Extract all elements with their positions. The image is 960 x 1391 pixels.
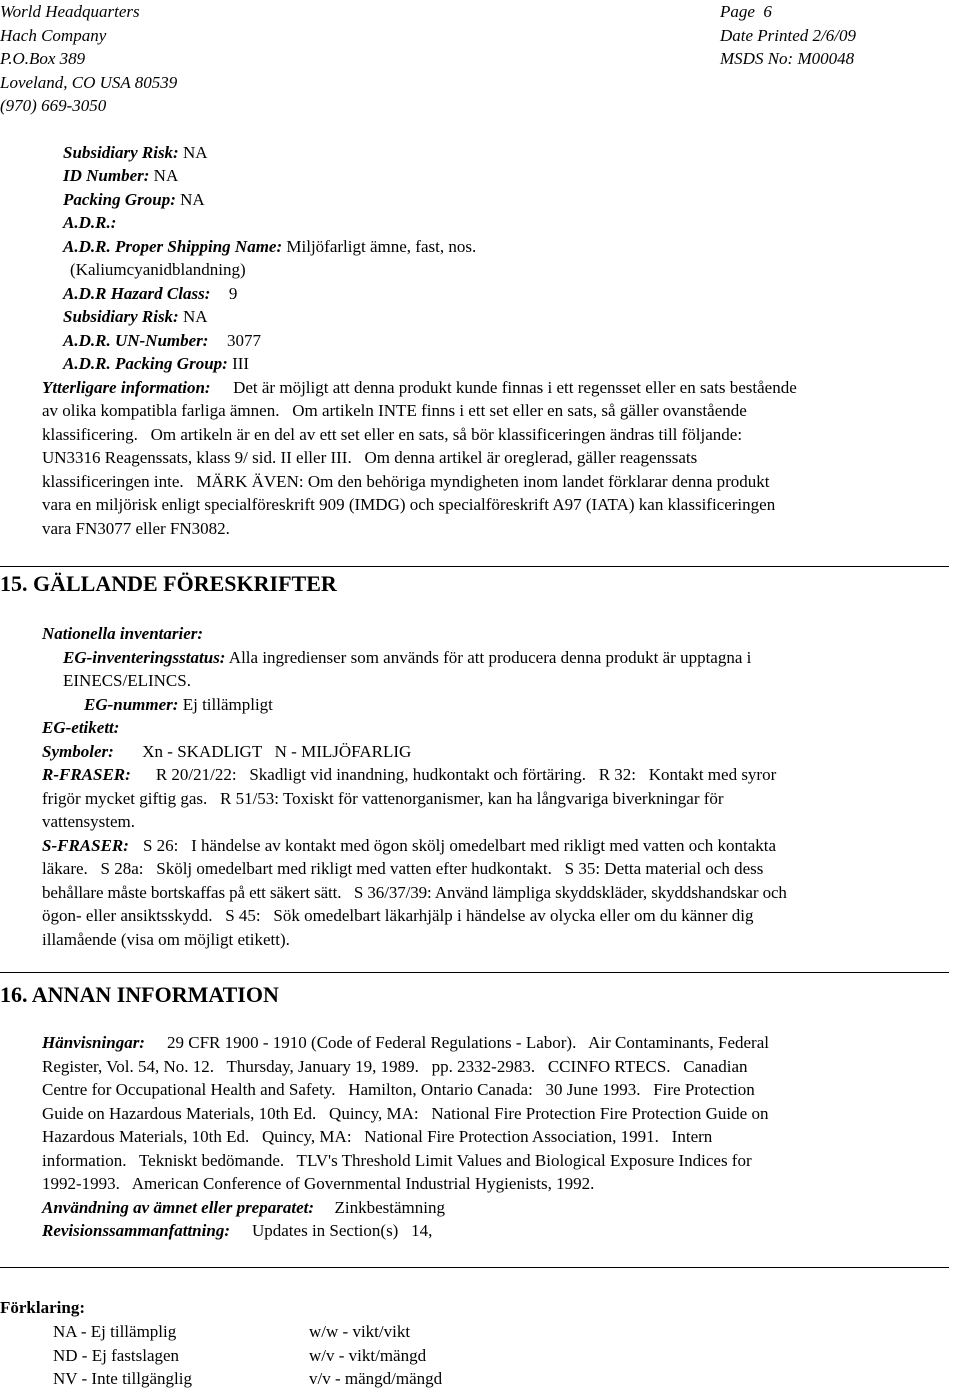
subsidiary-risk-row: Subsidiary Risk: NA [63,143,208,162]
references-row: Hänvisningar: 29 CFR 1900 - 1910 (Code of Federal Regulations - Labor). Air Contaminants, Federal [42,1033,769,1052]
legend-item: v/v - mängd/mängd [309,1369,443,1388]
section-divider [0,972,949,973]
additional-info-text: UN3316 Reagenssats, klass 9/ sid. II eller III. Om denna artikel är oreglerad, gäller reagenssats [42,448,698,467]
references-text: Centre for Occupational Health and Safety. Hamilton, Ontario Canada: 30 June 1993. Fire Protection [42,1080,755,1099]
eg-inventory-continued: EINECS/ELINCS. [63,671,191,690]
section-15-heading: 15. GÄLLANDE FÖRESKRIFTER [0,571,337,596]
additional-info-text: vara FN3077 eller FN3082. [42,519,230,538]
page-number: Page 6 [720,2,772,21]
legend-right-column [309,1320,442,1391]
adr-hazard-class-row: A.D.R Hazard Class: 9 [63,284,238,303]
company-address [0,0,177,118]
eg-inventory-row: EG-inventeringsstatus: Alla ingredienser som används för att producera denna produkt är upptagna i [63,648,752,667]
r-phrases-row: R-FRASER: R 20/21/22: Skadligt vid inandning, hudkontakt och förtäring. R 32: Kontakt med syror [42,765,777,784]
packing-group-row: Packing Group: NA [63,190,205,209]
adr-proper-shipping-name-row: A.D.R. Proper Shipping Name: Miljöfarligt ämne, fast, nos. [63,237,477,256]
legend-item: w/w - vikt/vikt [309,1322,411,1341]
s-phrases-text: ögon- eller ansiktsskydd. S 45: Sök omedelbart läkarhjälp i händelse av olycka eller om du känner dig [42,906,754,925]
references-text: information. Tekniskt bedömande. TLV's Threshold Limit Values and Biological Exposure Indices for [42,1151,752,1170]
usage-row: Användning av ämnet eller preparatet: Zinkbestämning [42,1198,445,1217]
references-text: Hazardous Materials, 10th Ed. Quincy, MA: National Fire Protection Association, 1991. Intern [42,1127,713,1146]
symbols-row: Symboler: Xn - SKADLIGT N - MILJÖFARLIG [42,742,412,761]
references-label: Hänvisningar: [42,1033,145,1052]
eg-label-label: EG-etikett: [42,718,120,737]
legend-label: Förklaring: [0,1298,85,1317]
legend-item: NA - Ej tillämplig [53,1322,177,1341]
additional-info-text: klassificering. Om artikeln är en del av ett set eller en sats, så bör klassificeringen ändras till följande: [42,425,743,444]
r-phrases-text: vattensystem. [42,812,136,831]
national-inventories-label: Nationella inventarier: [42,624,204,643]
section-16-heading: 16. ANNAN INFORMATION [0,982,279,1007]
address-line: World Headquarters [0,2,140,21]
document-info [720,0,856,71]
legend-item: w/v - vikt/mängd [309,1345,427,1365]
msds-number: MSDS No: M00048 [720,49,855,68]
revision-summary-row: Revisionssammanfattning: Updates in Section(s) 14, [42,1221,433,1240]
s-phrases-text: läkare. S 28a: Skölj omedelbart med rikligt med vatten efter hudkontakt. S 35: Detta material och dess [42,859,764,878]
section-divider [0,1267,949,1268]
s-phrases-text: behållare måste bortskaffas på ett säkert sätt. S 36/37/39: Använd lämpliga skyddskläder, skyddshandskar och [42,883,787,902]
address-line: P.O.Box 389 [0,49,86,68]
references-text: Register, Vol. 54, No. 12. Thursday, January 19, 1989. pp. 2332-2983. CCINFO RTECS. Canadian [42,1057,748,1076]
address-line: Loveland, CO USA 80539 [0,72,178,92]
adr-packing-group-row: A.D.R. Packing Group: III [63,354,250,373]
additional-info-text: Det är möjligt att denna produkt kunde finnas i ett regensset eller en sats bestående [233,378,797,397]
additional-info-text: av olika kompatibla farliga ämnen. Om artikeln INTE finns i ett set eller en sats, så gäller ovanstående [42,401,747,420]
additional-info-label: Ytterligare information: [42,378,211,397]
additional-info-text: vara en miljörisk enligt specialföreskrift 909 (IMDG) och specialföreskrift A97 (IATA) kan klassificeringen [42,495,776,514]
adr-subsidiary-risk-row: Subsidiary Risk: NA [63,307,208,326]
r-phrases-text: frigör mycket giftig gas. R 51/53: Toxiskt för vattenorganismer, kan ha långvariga biverkningar för [42,789,724,808]
legend-item: NV - Inte tillgänglig [53,1369,192,1388]
adr-un-number-row: A.D.R. UN-Number: 3077 [63,331,261,350]
date-printed: Date Printed 2/6/09 [720,25,856,45]
additional-info-row [42,376,797,400]
section-divider [0,566,949,567]
address-line: (970) 669-3050 [0,96,107,115]
legend-left-column [53,1320,192,1391]
references-text: 1992-1993. American Conference of Governmental Industrial Hygienists, 1992. [42,1174,595,1193]
eg-number-row: EG-nummer: Ej tillämpligt [84,695,273,714]
s-phrases-row: S-FRASER: S 26: I händelse av kontakt med ögon skölj omedelbart med rikligt med vatten och kontakta [42,836,777,855]
adr-label: A.D.R.: [63,213,117,232]
adr-shipping-name-continued: (Kaliumcyanidblandning) [70,260,246,279]
references-text: Guide on Hazardous Materials, 10th Ed. Quincy, MA: National Fire Protection Fire Protection Guide on [42,1104,769,1123]
additional-info-text: klassificeringen inte. MÄRK ÄVEN: Om den behöriga myndigheten inom landet förklarar denna produkt [42,472,770,491]
address-line: Hach Company [0,25,107,45]
id-number-row: ID Number: NA [63,166,179,185]
s-phrases-text: illamående (visa om möjligt etikett). [42,930,290,949]
legend-item: ND - Ej fastslagen [53,1345,180,1365]
